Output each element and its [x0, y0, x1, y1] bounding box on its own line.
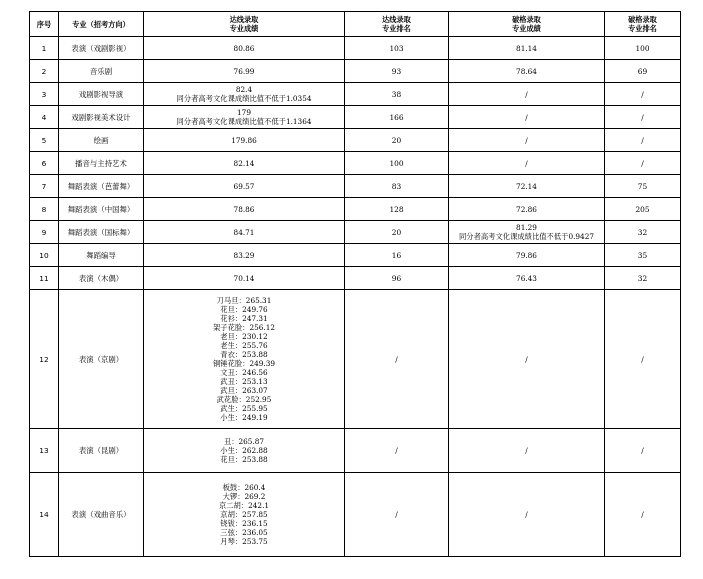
cell-pass-rank: / — [345, 290, 449, 429]
cell-pass-rank: 16 — [345, 244, 449, 267]
table-row — [30, 106, 681, 129]
cell-major: 音乐剧 — [59, 60, 144, 83]
cell-index: 8 — [30, 198, 59, 221]
cell-line: 铜锤花脸：249.39 — [212, 359, 276, 368]
cell-pass-score — [144, 83, 345, 106]
cell-index: 9 — [30, 221, 59, 244]
cell-except-rank: 69 — [605, 60, 681, 83]
table-row — [30, 129, 681, 152]
cell-pass-rank: 20 — [345, 129, 449, 152]
cell-pass-score — [144, 429, 345, 473]
cell-line: / — [525, 89, 528, 99]
cell-line: 82.14 — [233, 158, 255, 168]
table-row — [30, 152, 681, 175]
cell-index: 14 — [30, 473, 59, 557]
cell-pass-score — [144, 129, 345, 152]
cell-major: 舞蹈编导 — [59, 244, 144, 267]
cell-line: 老生：255.76 — [220, 341, 268, 350]
cell-pass-rank: 100 — [345, 152, 449, 175]
cell-line: 花旦：253.88 — [220, 455, 268, 464]
header-exception-rank-line1: 破格录取 — [628, 15, 657, 24]
cell-major: 表演（昆剧） — [59, 429, 144, 473]
header-exception-score-line2: 专业成绩 — [512, 24, 541, 33]
cell-except-rank: 35 — [605, 244, 681, 267]
cell-except-score — [449, 198, 605, 221]
cell-line: 小生：249.19 — [220, 413, 268, 422]
cell-line: / — [525, 446, 528, 455]
header-pass-rank-line1: 达线录取 — [382, 15, 411, 24]
cell-line: / — [525, 354, 528, 364]
cell-pass-score — [144, 175, 345, 198]
table-row — [30, 198, 681, 221]
cell-except-score — [449, 129, 605, 152]
cell-line: 72.86 — [516, 204, 537, 214]
header-pass-rank — [345, 12, 449, 37]
cell-except-rank: 32 — [605, 221, 681, 244]
cell-except-rank: / — [605, 473, 681, 557]
cell-except-score — [449, 83, 605, 106]
cell-line: 武花脸：252.95 — [216, 395, 272, 404]
cell-line: 179.86 — [231, 135, 257, 145]
cell-except-rank: 32 — [605, 267, 681, 290]
cell-except-rank: / — [605, 429, 681, 473]
cell-except-score — [449, 290, 605, 429]
cell-line: 架子花脸：256.12 — [212, 323, 276, 332]
cell-line: 武丑：253.13 — [220, 377, 268, 386]
cell-index: 5 — [30, 129, 59, 152]
cell-line: 文丑：246.56 — [220, 368, 268, 377]
cell-line: 刀马旦：265.31 — [216, 296, 272, 305]
cell-line: 72.14 — [516, 181, 537, 191]
cell-line: 同分者高考文化课成绩比值不低于1.1364 — [176, 117, 312, 126]
cell-line: 69.57 — [233, 181, 255, 191]
cell-index: 4 — [30, 106, 59, 129]
cell-line: 月琴：253.75 — [220, 537, 268, 546]
table-row — [30, 221, 681, 244]
cell-pass-rank: 128 — [345, 198, 449, 221]
header-pass-score-line2: 专业成绩 — [229, 24, 259, 33]
cell-pass-score — [144, 198, 345, 221]
cell-line: 同分者高考文化课成绩比值不低于1.0354 — [176, 94, 312, 103]
cell-except-rank: 205 — [605, 198, 681, 221]
cell-line: 三弦：236.05 — [220, 528, 268, 537]
cell-pass-rank: 93 — [345, 60, 449, 83]
cell-line: 花衫：247.31 — [220, 314, 268, 323]
cell-line: 武旦：263.07 — [220, 386, 268, 395]
cell-line: 武生：255.95 — [220, 404, 268, 413]
cell-line: 京二胡：242.1 — [218, 501, 270, 510]
cell-line: 大锣：269.2 — [222, 492, 266, 501]
cell-line: 79.86 — [516, 250, 537, 260]
header-pass-score — [144, 12, 345, 37]
cell-line: 丑：265.87 — [223, 437, 265, 446]
table-row — [30, 83, 681, 106]
cell-pass-rank: 103 — [345, 37, 449, 60]
cell-pass-score — [144, 37, 345, 60]
header-exception-rank — [605, 12, 681, 37]
header-exception-score — [449, 12, 605, 37]
table-row — [30, 473, 681, 557]
admission-score-document — [29, 11, 681, 557]
header-pass-rank-line2: 专业排名 — [382, 24, 411, 33]
header-major: 专业（招考方向） — [59, 12, 144, 37]
cell-except-score — [449, 221, 605, 244]
cell-except-score — [449, 106, 605, 129]
cell-major: 戏剧影视导演 — [59, 83, 144, 106]
cell-pass-score — [144, 60, 345, 83]
cell-index: 13 — [30, 429, 59, 473]
cell-except-rank: / — [605, 129, 681, 152]
cell-line: / — [525, 135, 528, 145]
table-row — [30, 37, 681, 60]
cell-pass-rank: 20 — [345, 221, 449, 244]
cell-index: 10 — [30, 244, 59, 267]
cell-line: 铙钹：236.15 — [220, 519, 268, 528]
cell-pass-rank: / — [345, 473, 449, 557]
cell-line: 京胡：257.85 — [220, 510, 268, 519]
header-exception-score-line1: 破格录取 — [512, 15, 541, 24]
cell-line: 81.14 — [516, 43, 537, 53]
cell-line: 76.43 — [516, 273, 537, 283]
table-row — [30, 290, 681, 429]
cell-line: 小生：262.88 — [220, 446, 268, 455]
cell-except-score — [449, 152, 605, 175]
cell-index: 7 — [30, 175, 59, 198]
cell-major: 绘画 — [59, 129, 144, 152]
table-row — [30, 267, 681, 290]
cell-except-score — [449, 473, 605, 557]
cell-pass-score — [144, 473, 345, 557]
cell-except-score — [449, 267, 605, 290]
table-row — [30, 244, 681, 267]
cell-except-score — [449, 60, 605, 83]
cell-line: 78.86 — [233, 204, 255, 214]
cell-major: 表演（京剧） — [59, 290, 144, 429]
cell-major: 戏剧影视美术设计 — [59, 106, 144, 129]
cell-pass-score — [144, 267, 345, 290]
cell-line: / — [525, 158, 528, 168]
header-index: 序号 — [30, 12, 59, 37]
cell-line: 76.99 — [233, 66, 255, 76]
table-row — [30, 60, 681, 83]
cell-except-rank: 75 — [605, 175, 681, 198]
table-header-row — [30, 12, 681, 37]
cell-major: 表演（木偶） — [59, 267, 144, 290]
cell-except-score — [449, 37, 605, 60]
cell-pass-rank: 166 — [345, 106, 449, 129]
cell-pass-rank: 83 — [345, 175, 449, 198]
cell-line: 板鼓：260.4 — [222, 483, 266, 492]
cell-except-score — [449, 429, 605, 473]
cell-major: 表演（戏曲音乐） — [59, 473, 144, 557]
cell-except-rank: / — [605, 152, 681, 175]
cell-except-rank: / — [605, 290, 681, 429]
cell-pass-score — [144, 106, 345, 129]
cell-line: 81.29 — [516, 223, 537, 232]
cell-line: 78.64 — [516, 66, 537, 76]
cell-pass-score — [144, 244, 345, 267]
cell-line: 80.86 — [233, 43, 255, 53]
cell-index: 1 — [30, 37, 59, 60]
cell-pass-score — [144, 221, 345, 244]
cell-line: / — [525, 112, 528, 122]
cell-index: 6 — [30, 152, 59, 175]
cell-except-score — [449, 175, 605, 198]
cell-except-rank: / — [605, 106, 681, 129]
cell-pass-rank: 96 — [345, 267, 449, 290]
cell-line: 老旦：230.12 — [220, 332, 268, 341]
header-pass-score-line1: 达线录取 — [229, 15, 259, 24]
cell-index: 11 — [30, 267, 59, 290]
cell-index: 2 — [30, 60, 59, 83]
cell-index: 12 — [30, 290, 59, 429]
cell-line: 179 — [237, 108, 251, 117]
admission-score-table — [29, 11, 681, 557]
table-row — [30, 175, 681, 198]
cell-line: 82.4 — [235, 85, 253, 94]
cell-line: 70.14 — [233, 273, 255, 283]
cell-line: 84.71 — [233, 227, 255, 237]
cell-index: 3 — [30, 83, 59, 106]
cell-line: 青衣：253.88 — [220, 350, 268, 359]
cell-pass-score — [144, 290, 345, 429]
cell-line: 83.29 — [233, 250, 255, 260]
cell-line: / — [525, 510, 528, 519]
table-row — [30, 429, 681, 473]
cell-pass-rank: / — [345, 429, 449, 473]
cell-major: 舞蹈表演（国标舞） — [59, 221, 144, 244]
cell-except-rank: / — [605, 83, 681, 106]
cell-major: 播音与主持艺术 — [59, 152, 144, 175]
header-exception-rank-line2: 专业排名 — [628, 24, 657, 33]
cell-except-rank: 100 — [605, 37, 681, 60]
cell-pass-rank: 38 — [345, 83, 449, 106]
cell-pass-score — [144, 152, 345, 175]
cell-line: 花旦：249.76 — [220, 305, 268, 314]
cell-line: 同分者高考文化课成绩比值不低于0.9427 — [459, 232, 594, 241]
table-body — [30, 37, 681, 557]
cell-except-score — [449, 244, 605, 267]
cell-major: 舞蹈表演（芭蕾舞） — [59, 175, 144, 198]
cell-major: 表演（戏剧影视） — [59, 37, 144, 60]
cell-major: 舞蹈表演（中国舞） — [59, 198, 144, 221]
